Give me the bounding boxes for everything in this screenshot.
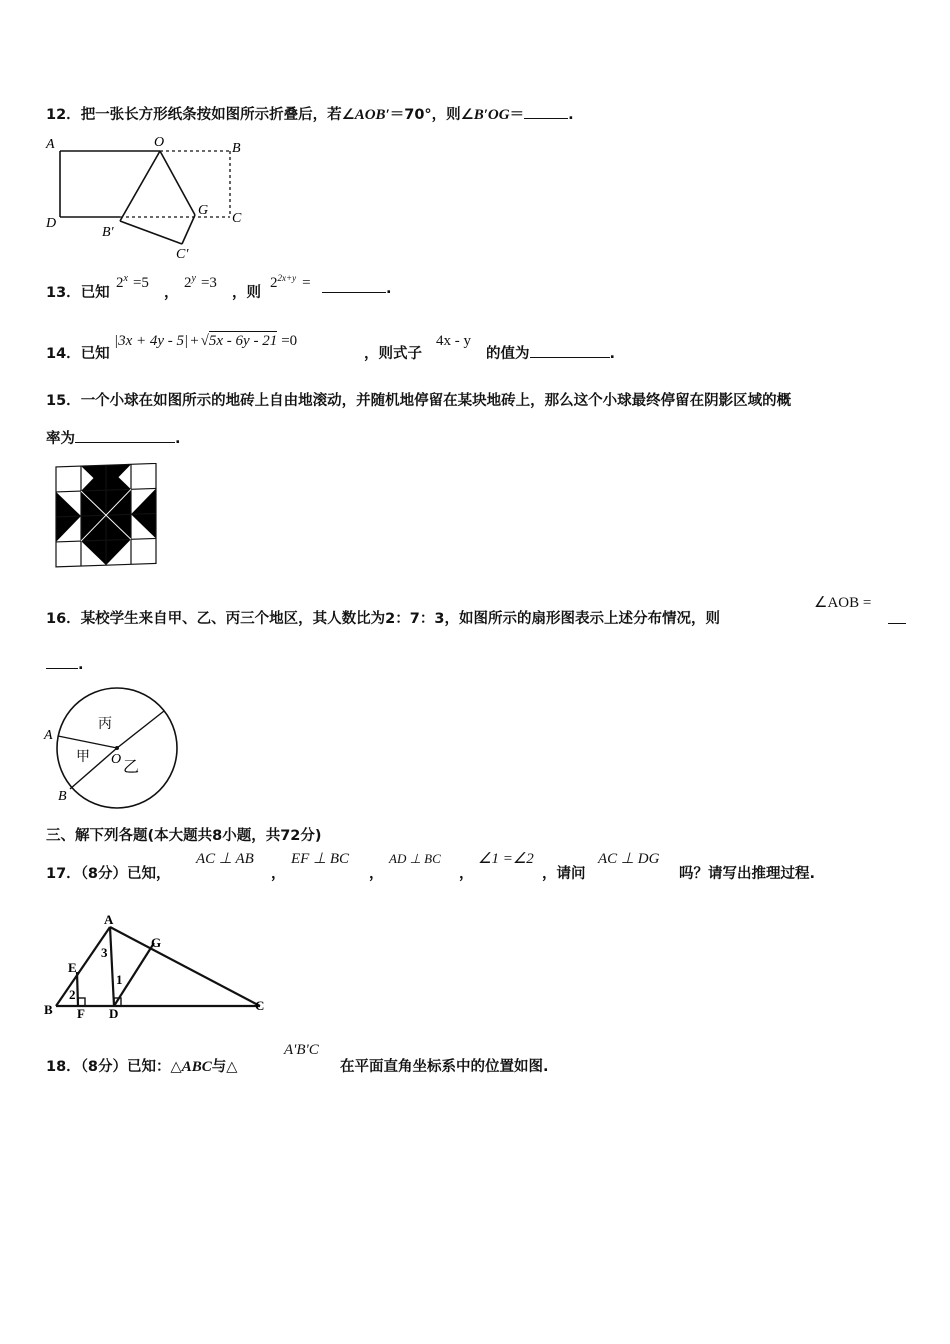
comma: ， xyxy=(164,285,179,301)
question-text: 一个小球在如图所示的地砖上自由地滚动，并随机地停留在某块地砖上，那么这个小球最终停留在阴影区域的概 xyxy=(80,393,792,409)
label-A: A xyxy=(104,912,114,927)
exponent: 2x+y xyxy=(277,273,297,283)
base: 2 xyxy=(184,275,192,291)
question-number: 17． xyxy=(46,866,81,882)
question-14 xyxy=(46,342,110,363)
answer-blank xyxy=(524,117,568,119)
label-yi: 乙 xyxy=(123,757,140,776)
condition-1: AC ⊥ AB xyxy=(196,851,254,867)
period: . xyxy=(386,281,392,297)
condition-3: AD ⊥ BC xyxy=(389,851,441,866)
label-bing: 丙 xyxy=(98,716,112,732)
question-text: 某校学生来自甲、乙、丙三个地区，其人数比为2：7：3，如图所示的扇形图表示上述分布情况，则 xyxy=(80,611,720,627)
rhs: =5 xyxy=(132,275,149,291)
question-number: 13． xyxy=(46,285,81,301)
label-G: G xyxy=(198,203,209,218)
label-B: B xyxy=(58,789,67,804)
question-text: 率为 xyxy=(46,431,75,447)
angle-label: B′OG xyxy=(473,107,510,123)
separator: ， xyxy=(271,866,286,882)
period: . xyxy=(78,657,84,673)
triangle-label-prime: A'B'C xyxy=(284,1042,319,1058)
label-B: B xyxy=(232,141,241,156)
question-text: ，则式子 xyxy=(364,346,422,362)
exponent: x xyxy=(123,273,128,284)
label-B: B xyxy=(44,1002,53,1017)
period: . xyxy=(609,346,616,362)
label-C: C xyxy=(232,211,242,226)
question-number: 18． xyxy=(46,1059,81,1075)
section-heading: 三、解下列各题(本大题共8小题，共72分) xyxy=(46,828,322,844)
label-angle-2: 2 xyxy=(69,987,76,1002)
base: 2 xyxy=(116,275,124,291)
answer-line xyxy=(322,281,392,297)
question-16-line2 xyxy=(46,657,84,673)
label-B-prime: B′ xyxy=(102,225,114,240)
condition-2: EF ⊥ BC xyxy=(291,851,350,867)
question-13 xyxy=(46,281,110,302)
separator: ， xyxy=(459,866,474,882)
question-15 xyxy=(46,389,791,410)
separator: ， xyxy=(369,866,384,882)
question-text: 已知 xyxy=(80,346,110,362)
q16-pie-figure xyxy=(40,684,190,814)
question-text: 已知 xyxy=(80,285,110,301)
answer-blank xyxy=(322,291,386,293)
question-text: 把一张长方形纸条按如图所示折叠后，若∠ xyxy=(80,107,355,123)
question-text: 在平面直角坐标系中的位置如图. xyxy=(340,1059,549,1075)
question-number: 15． xyxy=(46,393,81,409)
question-text: （8分）已知：△ xyxy=(80,1059,182,1075)
label-D: D xyxy=(46,216,57,231)
equation-2 xyxy=(184,273,217,292)
question-15-line2 xyxy=(46,427,181,448)
label-O: O xyxy=(154,135,165,150)
rhs: =3 xyxy=(200,275,217,291)
question-text: 与△ xyxy=(211,1059,238,1075)
equation-1 xyxy=(116,273,149,292)
q17-triangle-figure xyxy=(42,910,274,1022)
triangle-label: ABC xyxy=(181,1059,212,1075)
equation-3 xyxy=(270,273,311,292)
label-jia: 甲 xyxy=(76,749,90,765)
sqrt-symbol: √ xyxy=(200,333,209,349)
condition-4: ∠1 =∠2 xyxy=(478,851,534,867)
answer-line xyxy=(486,342,615,363)
question-text: （8分）已知， xyxy=(80,866,171,882)
label-F: F xyxy=(77,1006,85,1021)
label-angle-1: 1 xyxy=(116,972,123,987)
plus-sign: + xyxy=(190,333,199,349)
label-G: G xyxy=(151,935,162,950)
answer-blank xyxy=(75,441,175,443)
answer-blank xyxy=(530,356,610,358)
question-16 xyxy=(46,607,720,628)
answer-blank xyxy=(888,622,906,624)
question-text: ，则 xyxy=(232,285,261,301)
label-C-prime: C′ xyxy=(176,247,189,262)
sqrt-expr: 5x - 6y - 21 xyxy=(208,333,278,349)
question-number: 14． xyxy=(46,346,81,362)
answer-blank xyxy=(46,667,78,669)
label-D: D xyxy=(109,1006,119,1021)
question-text: ＝70°，则∠ xyxy=(389,107,474,123)
label-A: A xyxy=(46,137,55,152)
period: . xyxy=(175,431,181,447)
rhs: =0 xyxy=(281,333,298,349)
label-A: A xyxy=(44,728,53,743)
question-17 xyxy=(46,862,171,883)
expression: 4x - y xyxy=(436,333,471,349)
q12-folded-strip-figure xyxy=(40,132,260,262)
question-text: ，请问 xyxy=(542,866,586,882)
question-12 xyxy=(46,103,574,124)
question-18 xyxy=(46,1055,237,1076)
label-angle-3: 3 xyxy=(101,945,108,960)
condition-equation xyxy=(114,333,297,350)
label-E: E xyxy=(68,960,77,975)
period: . xyxy=(568,107,574,123)
angle-label: AOB′ xyxy=(354,107,390,123)
rhs: = xyxy=(302,275,311,291)
question-text: 吗？请写出推理过程. xyxy=(679,866,816,882)
label-C: C xyxy=(255,998,265,1013)
question-text: 的值为 xyxy=(486,346,530,362)
angle-expression: ∠AOB = xyxy=(814,595,872,611)
question-number: 12． xyxy=(46,107,81,123)
base: 2 xyxy=(270,275,278,291)
absolute-value-expr: |3x + 4y - 5| xyxy=(114,333,189,349)
goal-statement: AC ⊥ DG xyxy=(598,851,660,867)
question-text: ＝ xyxy=(509,107,525,123)
exponent: y xyxy=(191,273,196,284)
question-number: 16． xyxy=(46,611,81,627)
q15-tile-floor-figure xyxy=(54,463,164,579)
label-O: O xyxy=(111,752,122,767)
